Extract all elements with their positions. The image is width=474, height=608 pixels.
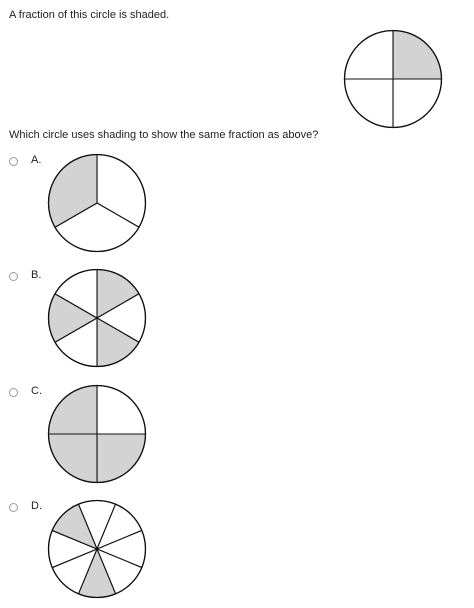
option-b-circle[interactable] bbox=[47, 268, 147, 368]
option-d-circle[interactable] bbox=[47, 499, 147, 599]
option-b[interactable] bbox=[0, 268, 474, 368]
option-a-radio[interactable] bbox=[9, 157, 18, 166]
question-text: Which circle uses shading to show the same fraction as above? bbox=[9, 129, 319, 141]
option-c-sector-1-unshaded bbox=[97, 386, 146, 435]
option-d[interactable] bbox=[0, 499, 474, 599]
prompt-text: A fraction of this circle is shaded. bbox=[9, 9, 170, 21]
option-c[interactable] bbox=[0, 384, 474, 484]
option-c-sector-3-shaded bbox=[49, 434, 98, 483]
option-a-label[interactable]: A. bbox=[31, 154, 42, 166]
reference-circle bbox=[343, 29, 443, 129]
option-c-label[interactable]: C. bbox=[31, 385, 42, 397]
reference-sector-1-shaded bbox=[393, 31, 442, 80]
option-a[interactable] bbox=[0, 153, 474, 253]
reference-sector-4-unshaded bbox=[345, 31, 394, 80]
option-b-label[interactable]: B. bbox=[31, 269, 42, 281]
reference-sector-3-unshaded bbox=[345, 79, 394, 128]
option-d-radio[interactable] bbox=[9, 503, 18, 512]
option-b-radio[interactable] bbox=[9, 272, 18, 281]
option-d-label[interactable]: D. bbox=[31, 500, 42, 512]
option-a-circle[interactable] bbox=[47, 153, 147, 253]
option-c-radio[interactable] bbox=[9, 388, 18, 397]
option-c-circle[interactable] bbox=[47, 384, 147, 484]
option-c-sector-2-shaded bbox=[97, 434, 146, 483]
option-c-sector-4-shaded bbox=[49, 386, 98, 435]
reference-sector-2-unshaded bbox=[393, 79, 442, 128]
